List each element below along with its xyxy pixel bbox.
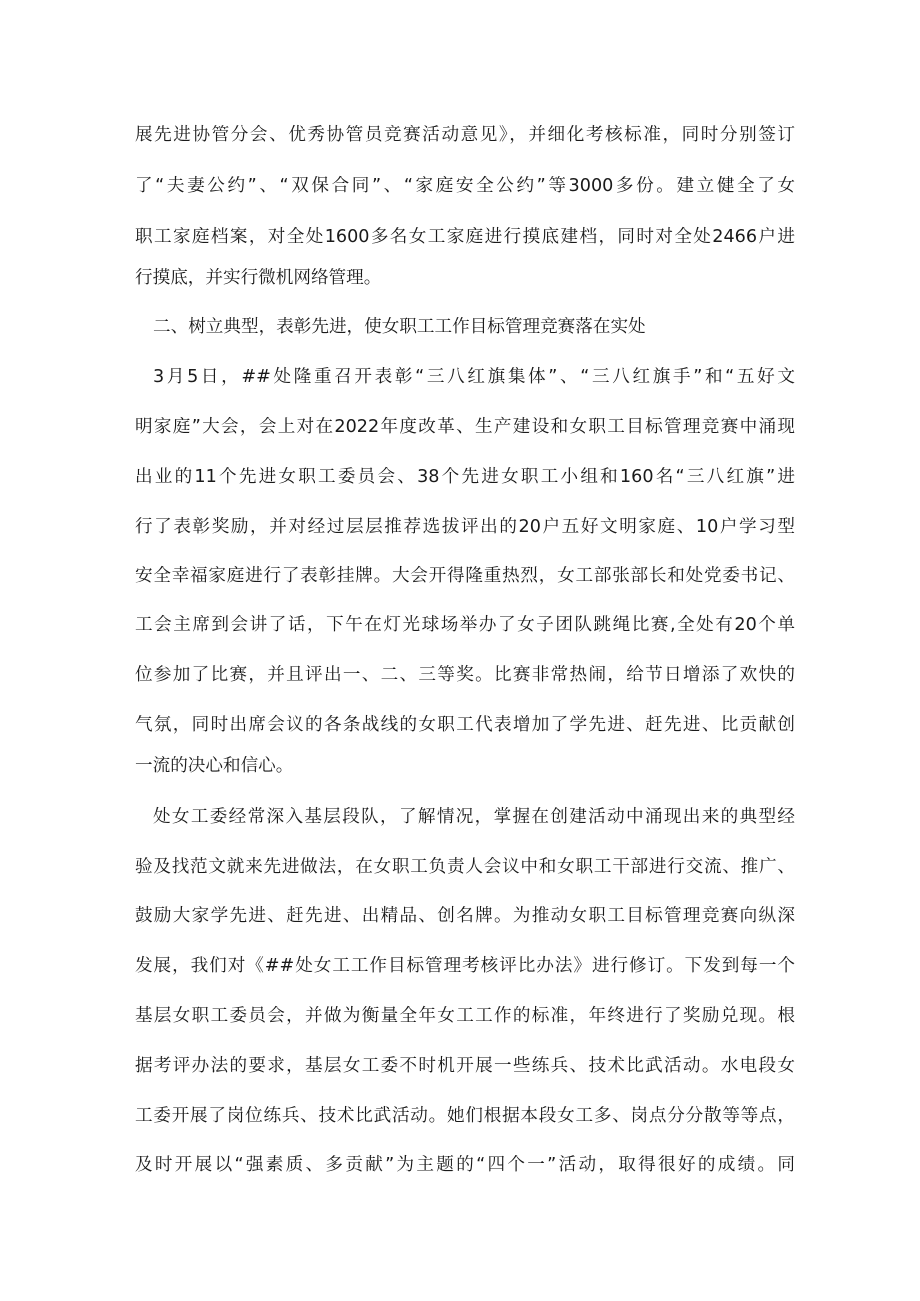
text-line: 一流的决心和信心。: [135, 756, 294, 776]
text-line: 工会主席到会讲了话，下午在灯光球场举办了女子团队跳绳比赛,全处有20个单: [135, 615, 795, 635]
text-line: 安全幸福家庭进行了表彰挂牌。大会开得隆重热烈，女工部张部长和处党委书记、: [135, 566, 795, 586]
text-line: 工委开展了岗位练兵、技术比武活动。她们根据本段女工多、岗点分分散等等点，: [135, 1106, 795, 1126]
text-line: 出业的11个先进女职工委员会、38个先进女职工小组和160名“三八红旗”进: [135, 467, 795, 487]
text-line: 明家庭”大会，会上对在2022年度改革、生产建设和女职工目标管理竞赛中涌现: [135, 417, 795, 437]
text-line: 3月5日，##处隆重召开表彰“三八红旗集体”、“三八红旗手”和“五好文: [153, 367, 795, 387]
text-line: 验及找范文就来先进做法，在女职工负责人会议中和女职工干部进行交流、推广、: [135, 857, 795, 877]
text-line: 及时开展以“强素质、多贡献”为主题的“四个一”活动，取得很好的成绩。同: [135, 1155, 795, 1175]
text-line: 气氛，同时出席会议的各条战线的女职工代表增加了学先进、赶先进、比贡献创: [135, 715, 795, 735]
text-line: 展先进协管分会、优秀协管员竞赛活动意见》，并细化考核标准，同时分别签订: [135, 125, 795, 145]
text-line: 鼓励大家学先进、赶先进、出精品、创名牌。为推动女职工目标管理竞赛向纵深: [135, 906, 795, 926]
text-line: 位参加了比赛，并且评出一、二、三等奖。比赛非常热闹，给节日增添了欢快的: [135, 665, 795, 685]
text-line: 处女工委经常深入基层段队，了解情况，掌握在创建活动中涌现出来的典型经: [153, 807, 795, 827]
section-heading-text: 二、树立典型，表彰先进，使女职工工作目标管理竞赛落在实处: [153, 317, 646, 337]
text-line: 发展，我们对《##处女工工作目标管理考核评比办法》进行修订。下发到每一个: [135, 956, 795, 976]
text-line: 基层女职工委员会，并做为衡量全年女工工作的标准，年终进行了奖励兑现。根: [135, 1006, 795, 1026]
text-line: 职工家庭档案，对全处1600多名女工家庭进行摸底建档，同时对全处2466户进: [135, 227, 795, 247]
text-line: 了“夫妻公约”、“双保合同”、“家庭安全公约”等3000多份。建立健全了女: [135, 176, 795, 196]
text-line: 行摸底，并实行微机网络管理。: [135, 268, 382, 288]
text-line: 行了表彰奖励，并对经过层层推荐选拔评出的20户五好文明家庭、10户学习型: [135, 517, 795, 537]
text-line: 据考评办法的要求，基层女工委不时机开展一些练兵、技术比武活动。水电段女: [135, 1056, 795, 1076]
